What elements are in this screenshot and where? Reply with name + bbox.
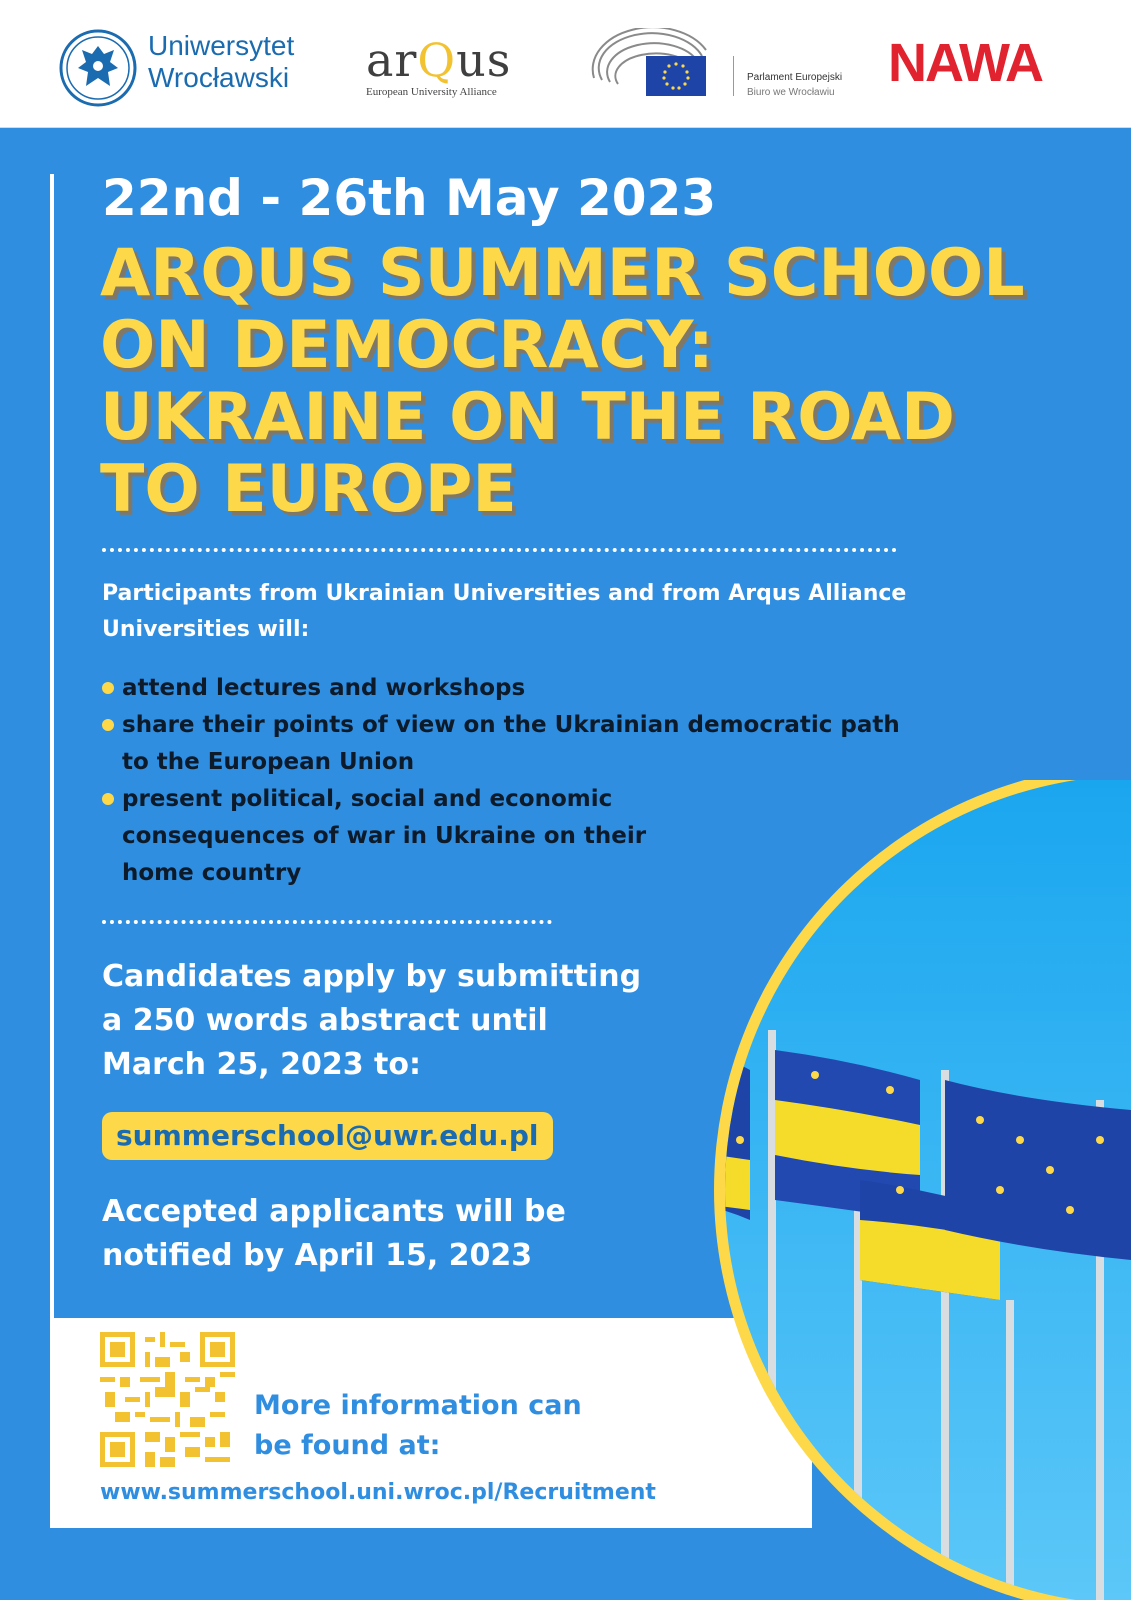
list-item-text: consequences of war in Ukraine on their xyxy=(122,823,647,849)
title-line: UKRAINE ON THE ROAD xyxy=(100,380,955,455)
header-logo-bar xyxy=(0,0,1131,128)
apply-line: March 25, 2023 to: xyxy=(102,1047,421,1082)
email-link[interactable]: summerschool@uwr.edu.pl xyxy=(102,1112,553,1160)
list-item-text: to the European Union xyxy=(122,749,415,775)
university-name-line2: Wrocławski xyxy=(148,62,290,93)
list-item-text: home country xyxy=(122,860,302,886)
accepted-line: notified by April 15, 2023 xyxy=(102,1238,533,1273)
list-item-text: share their points of view on the Ukrainian democratic path xyxy=(122,712,900,738)
dotted-divider xyxy=(102,548,897,552)
accepted-line: Accepted applicants will be xyxy=(102,1194,566,1229)
parliament-office-line2: Biuro we Wrocławiu xyxy=(747,87,835,98)
university-seal-icon xyxy=(58,28,138,108)
bullet-icon xyxy=(102,719,114,731)
title-line: ON DEMOCRACY: xyxy=(100,308,714,383)
arqus-logo-part1: ar xyxy=(366,33,418,87)
event-title xyxy=(100,238,1100,526)
list-item-text: attend lectures and workshops xyxy=(122,675,526,701)
title-line: TO EUROPE xyxy=(100,452,517,527)
arqus-logo xyxy=(366,34,511,86)
more-info-line: More information can xyxy=(254,1390,582,1421)
application-instructions xyxy=(102,955,662,1087)
participants-intro: Participants from Ukrainian Universities and from Arqus Alliance Universities will: xyxy=(102,581,907,642)
list-item-text: present political, social and economic xyxy=(122,786,613,812)
website-link[interactable]: www.summerschool.uni.wroc.pl/Recruitment xyxy=(100,1480,656,1505)
bullet-icon xyxy=(102,793,114,805)
parliament-office-label xyxy=(747,70,842,100)
list-item xyxy=(102,781,900,892)
university-name xyxy=(148,30,294,94)
parliament-office-line1: Parlament Europejski xyxy=(747,72,843,83)
title-line: ARQUS SUMMER SCHOOL xyxy=(100,236,1025,311)
dotted-divider xyxy=(102,920,552,924)
arqus-logo-part2: us xyxy=(456,33,512,87)
european-parliament-emblem-icon xyxy=(588,28,723,100)
event-date: 22nd - 26th May 2023 xyxy=(102,169,717,227)
apply-line: a 250 words abstract until xyxy=(102,1003,548,1038)
nawa-logo: NAWA xyxy=(888,33,1042,93)
list-item xyxy=(102,707,900,781)
arqus-subtitle: European University Alliance xyxy=(366,86,497,98)
apply-line: Candidates apply by submitting xyxy=(102,959,642,994)
flags-photo xyxy=(600,780,1131,1600)
activities-list xyxy=(102,670,900,892)
logo-divider xyxy=(733,56,734,96)
qr-code[interactable] xyxy=(100,1332,235,1467)
bullet-icon xyxy=(102,682,114,694)
university-name-line1: Uniwersytet xyxy=(148,30,295,61)
left-divider-line xyxy=(50,174,54,1528)
arqus-logo-q: Q xyxy=(417,33,457,87)
list-item xyxy=(102,670,900,707)
notification-date xyxy=(102,1190,662,1278)
more-info-text xyxy=(254,1386,582,1466)
more-info-line: be found at: xyxy=(254,1430,441,1461)
